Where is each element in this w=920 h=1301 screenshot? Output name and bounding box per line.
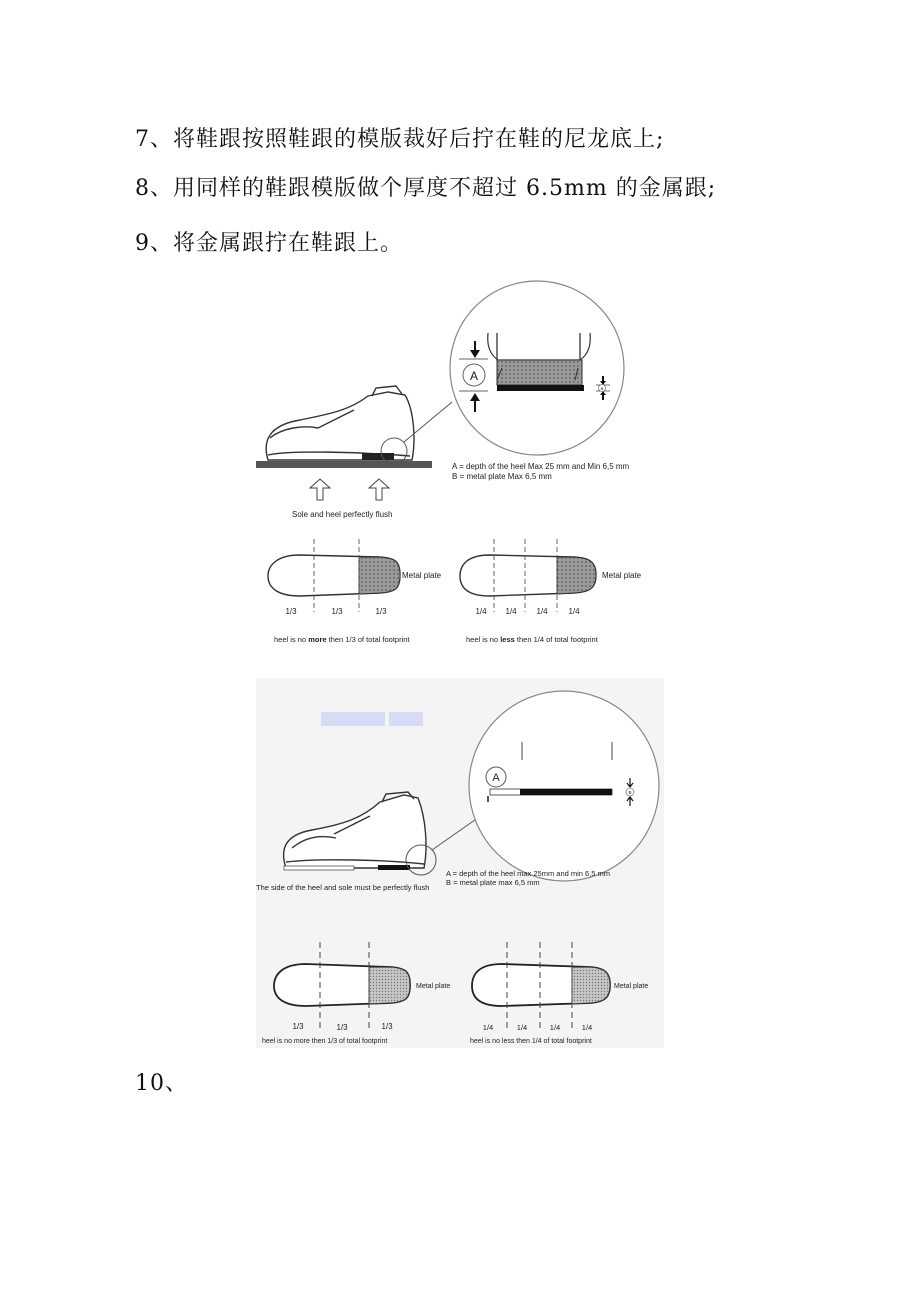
- caption-quarters: heel is no less then 1/4 of total footprint: [466, 635, 598, 644]
- step-8-text: 8、用同样的鞋跟模版做个厚度不超过 6.5mm 的金属跟;: [135, 176, 717, 201]
- metal-plate-bar: [497, 385, 584, 391]
- label-a: A: [492, 772, 500, 784]
- fraction-label: 1/3: [292, 1022, 304, 1031]
- metal-plate-label: Metal plate: [416, 983, 451, 990]
- highlight-block: [389, 712, 423, 726]
- fraction-label: 1/3: [375, 607, 387, 616]
- fraction-label: 1/4: [516, 1023, 528, 1032]
- figure-1: [256, 281, 642, 644]
- fraction-label: 1/4: [536, 607, 548, 616]
- shoe-illustration: [266, 386, 414, 460]
- fraction-label: 1/3: [285, 607, 297, 616]
- caption-quarters: heel is no less then 1/4 of total footprint: [470, 1038, 592, 1045]
- fraction-label: 1/3: [331, 607, 343, 616]
- legend-a: A = depth of the heel Max 25 mm and Min 6,5 mm: [452, 462, 630, 471]
- heel-block: [362, 453, 394, 460]
- legend-b: B = metal plate max 6,5 mm: [446, 878, 540, 887]
- arrow-up-outline-icon: [369, 479, 389, 500]
- arrow-up-outline-icon: [310, 479, 330, 500]
- metal-plate-label: Metal plate: [614, 983, 649, 990]
- fraction-label: 1/4: [549, 1023, 561, 1032]
- sole-strip: [284, 866, 354, 870]
- caption-thirds: heel is no more then 1/3 of total footprint: [274, 635, 410, 644]
- sole-diagram-thirds: [268, 539, 400, 612]
- legend-a: A = depth of the heel max 25mm and min 6,5 mm: [446, 869, 611, 878]
- fraction-label: 1/4: [482, 1023, 494, 1032]
- fraction-label: 1/3: [381, 1022, 393, 1031]
- ground-bar: [256, 461, 432, 468]
- fraction-label: 1/4: [505, 607, 517, 616]
- caption-thirds: heel is no more then 1/3 of total footprint: [262, 1038, 388, 1045]
- fraction-label: 1/4: [581, 1023, 593, 1032]
- fraction-label: 1/4: [568, 607, 580, 616]
- step-9-text: 9、将金属跟拧在鞋跟上。: [135, 231, 403, 256]
- sole-diagram-quarters: [460, 539, 596, 612]
- flush-caption: The side of the heel and sole must be perfectly flush: [256, 883, 430, 892]
- metal-plate-label: Metal plate: [402, 571, 442, 580]
- step-7-text: 7、将鞋跟按照鞋跟的模版裁好后拧在鞋的尼龙底上;: [135, 127, 665, 152]
- highlight-block: [321, 712, 385, 726]
- fraction-label: 1/3: [336, 1023, 348, 1032]
- flush-caption: Sole and heel perfectly flush: [292, 510, 393, 519]
- fraction-label: 1/4: [475, 607, 487, 616]
- heel-depth-block: [497, 360, 582, 385]
- heel-plate: [378, 865, 410, 870]
- legend-b: B = metal plate Max 6,5 mm: [452, 472, 552, 481]
- label-a: A: [469, 369, 479, 383]
- label-b: B: [628, 790, 632, 795]
- label-b: B: [600, 386, 604, 391]
- step-10-text: 10、: [135, 1071, 188, 1096]
- figure-2: [256, 678, 664, 1048]
- metal-plate-label: Metal plate: [602, 571, 642, 580]
- metal-plate-bar: [520, 789, 612, 795]
